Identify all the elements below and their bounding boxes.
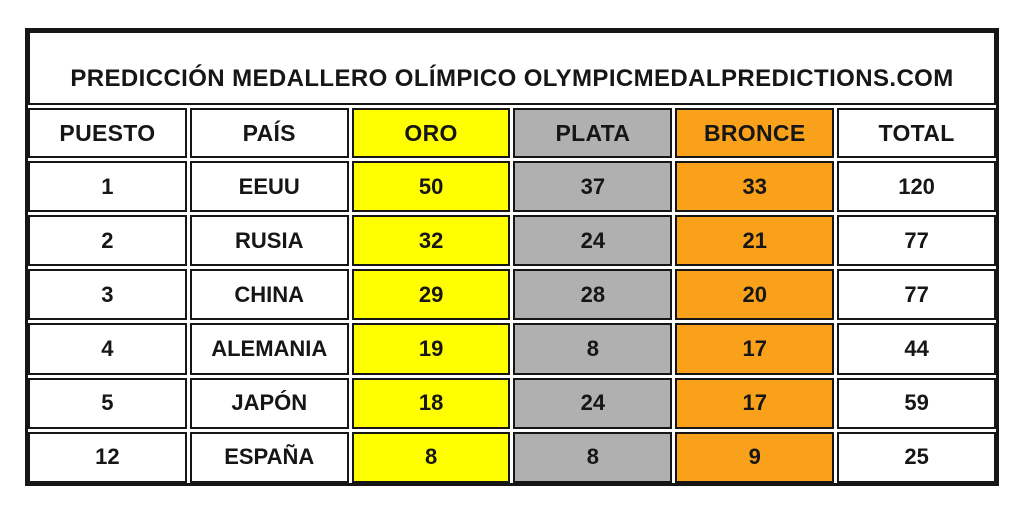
cell-oro: 8: [352, 432, 511, 483]
cell-pais: RUSIA: [190, 215, 349, 266]
cell-oro: 50: [352, 161, 511, 212]
cell-total: 77: [837, 215, 996, 266]
cell-puesto: 3: [28, 269, 187, 320]
cell-puesto: 5: [28, 378, 187, 429]
cell-bronce: 9: [675, 432, 834, 483]
table-row-rusia: [28, 215, 996, 266]
cell-total: 44: [837, 323, 996, 374]
cell-plata: 28: [513, 269, 672, 320]
table-row-japon: [28, 378, 996, 429]
cell-oro: 29: [352, 269, 511, 320]
cell-bronce: 17: [675, 323, 834, 374]
cell-puesto: 1: [28, 161, 187, 212]
cell-plata: 8: [513, 323, 672, 374]
table-row-china: [28, 269, 996, 320]
cell-oro: 32: [352, 215, 511, 266]
column-header-oro: ORO: [352, 108, 511, 158]
column-header-plata: PLATA: [513, 108, 672, 158]
medal-prediction-table: [25, 28, 999, 486]
header-row: [28, 108, 996, 158]
cell-pais: CHINA: [190, 269, 349, 320]
cell-pais: ESPAÑA: [190, 432, 349, 483]
cell-puesto: 12: [28, 432, 187, 483]
cell-bronce: 20: [675, 269, 834, 320]
cell-plata: 24: [513, 378, 672, 429]
table-row-alemania: [28, 323, 996, 374]
cell-plata: 24: [513, 215, 672, 266]
medal-table-grid: [25, 28, 999, 486]
table-row-eeuu: [28, 161, 996, 212]
cell-pais: ALEMANIA: [190, 323, 349, 374]
cell-total: 59: [837, 378, 996, 429]
cell-oro: 19: [352, 323, 511, 374]
column-header-puesto: PUESTO: [28, 108, 187, 158]
cell-bronce: 17: [675, 378, 834, 429]
cell-plata: 8: [513, 432, 672, 483]
cell-puesto: 2: [28, 215, 187, 266]
column-header-pais: PAÍS: [190, 108, 349, 158]
cell-total: 25: [837, 432, 996, 483]
table-row-espana: [28, 432, 996, 483]
cell-oro: 18: [352, 378, 511, 429]
cell-pais: EEUU: [190, 161, 349, 212]
cell-total: 77: [837, 269, 996, 320]
cell-bronce: 33: [675, 161, 834, 212]
cell-bronce: 21: [675, 215, 834, 266]
column-header-total: TOTAL: [837, 108, 996, 158]
column-header-bronce: BRONCE: [675, 108, 834, 158]
table-title: PREDICCIÓN MEDALLERO OLÍMPICO OLYMPICMEDALPREDICTIONS.COM: [28, 31, 996, 105]
cell-total: 120: [837, 161, 996, 212]
title-row: [28, 31, 996, 105]
cell-puesto: 4: [28, 323, 187, 374]
cell-pais: JAPÓN: [190, 378, 349, 429]
cell-plata: 37: [513, 161, 672, 212]
